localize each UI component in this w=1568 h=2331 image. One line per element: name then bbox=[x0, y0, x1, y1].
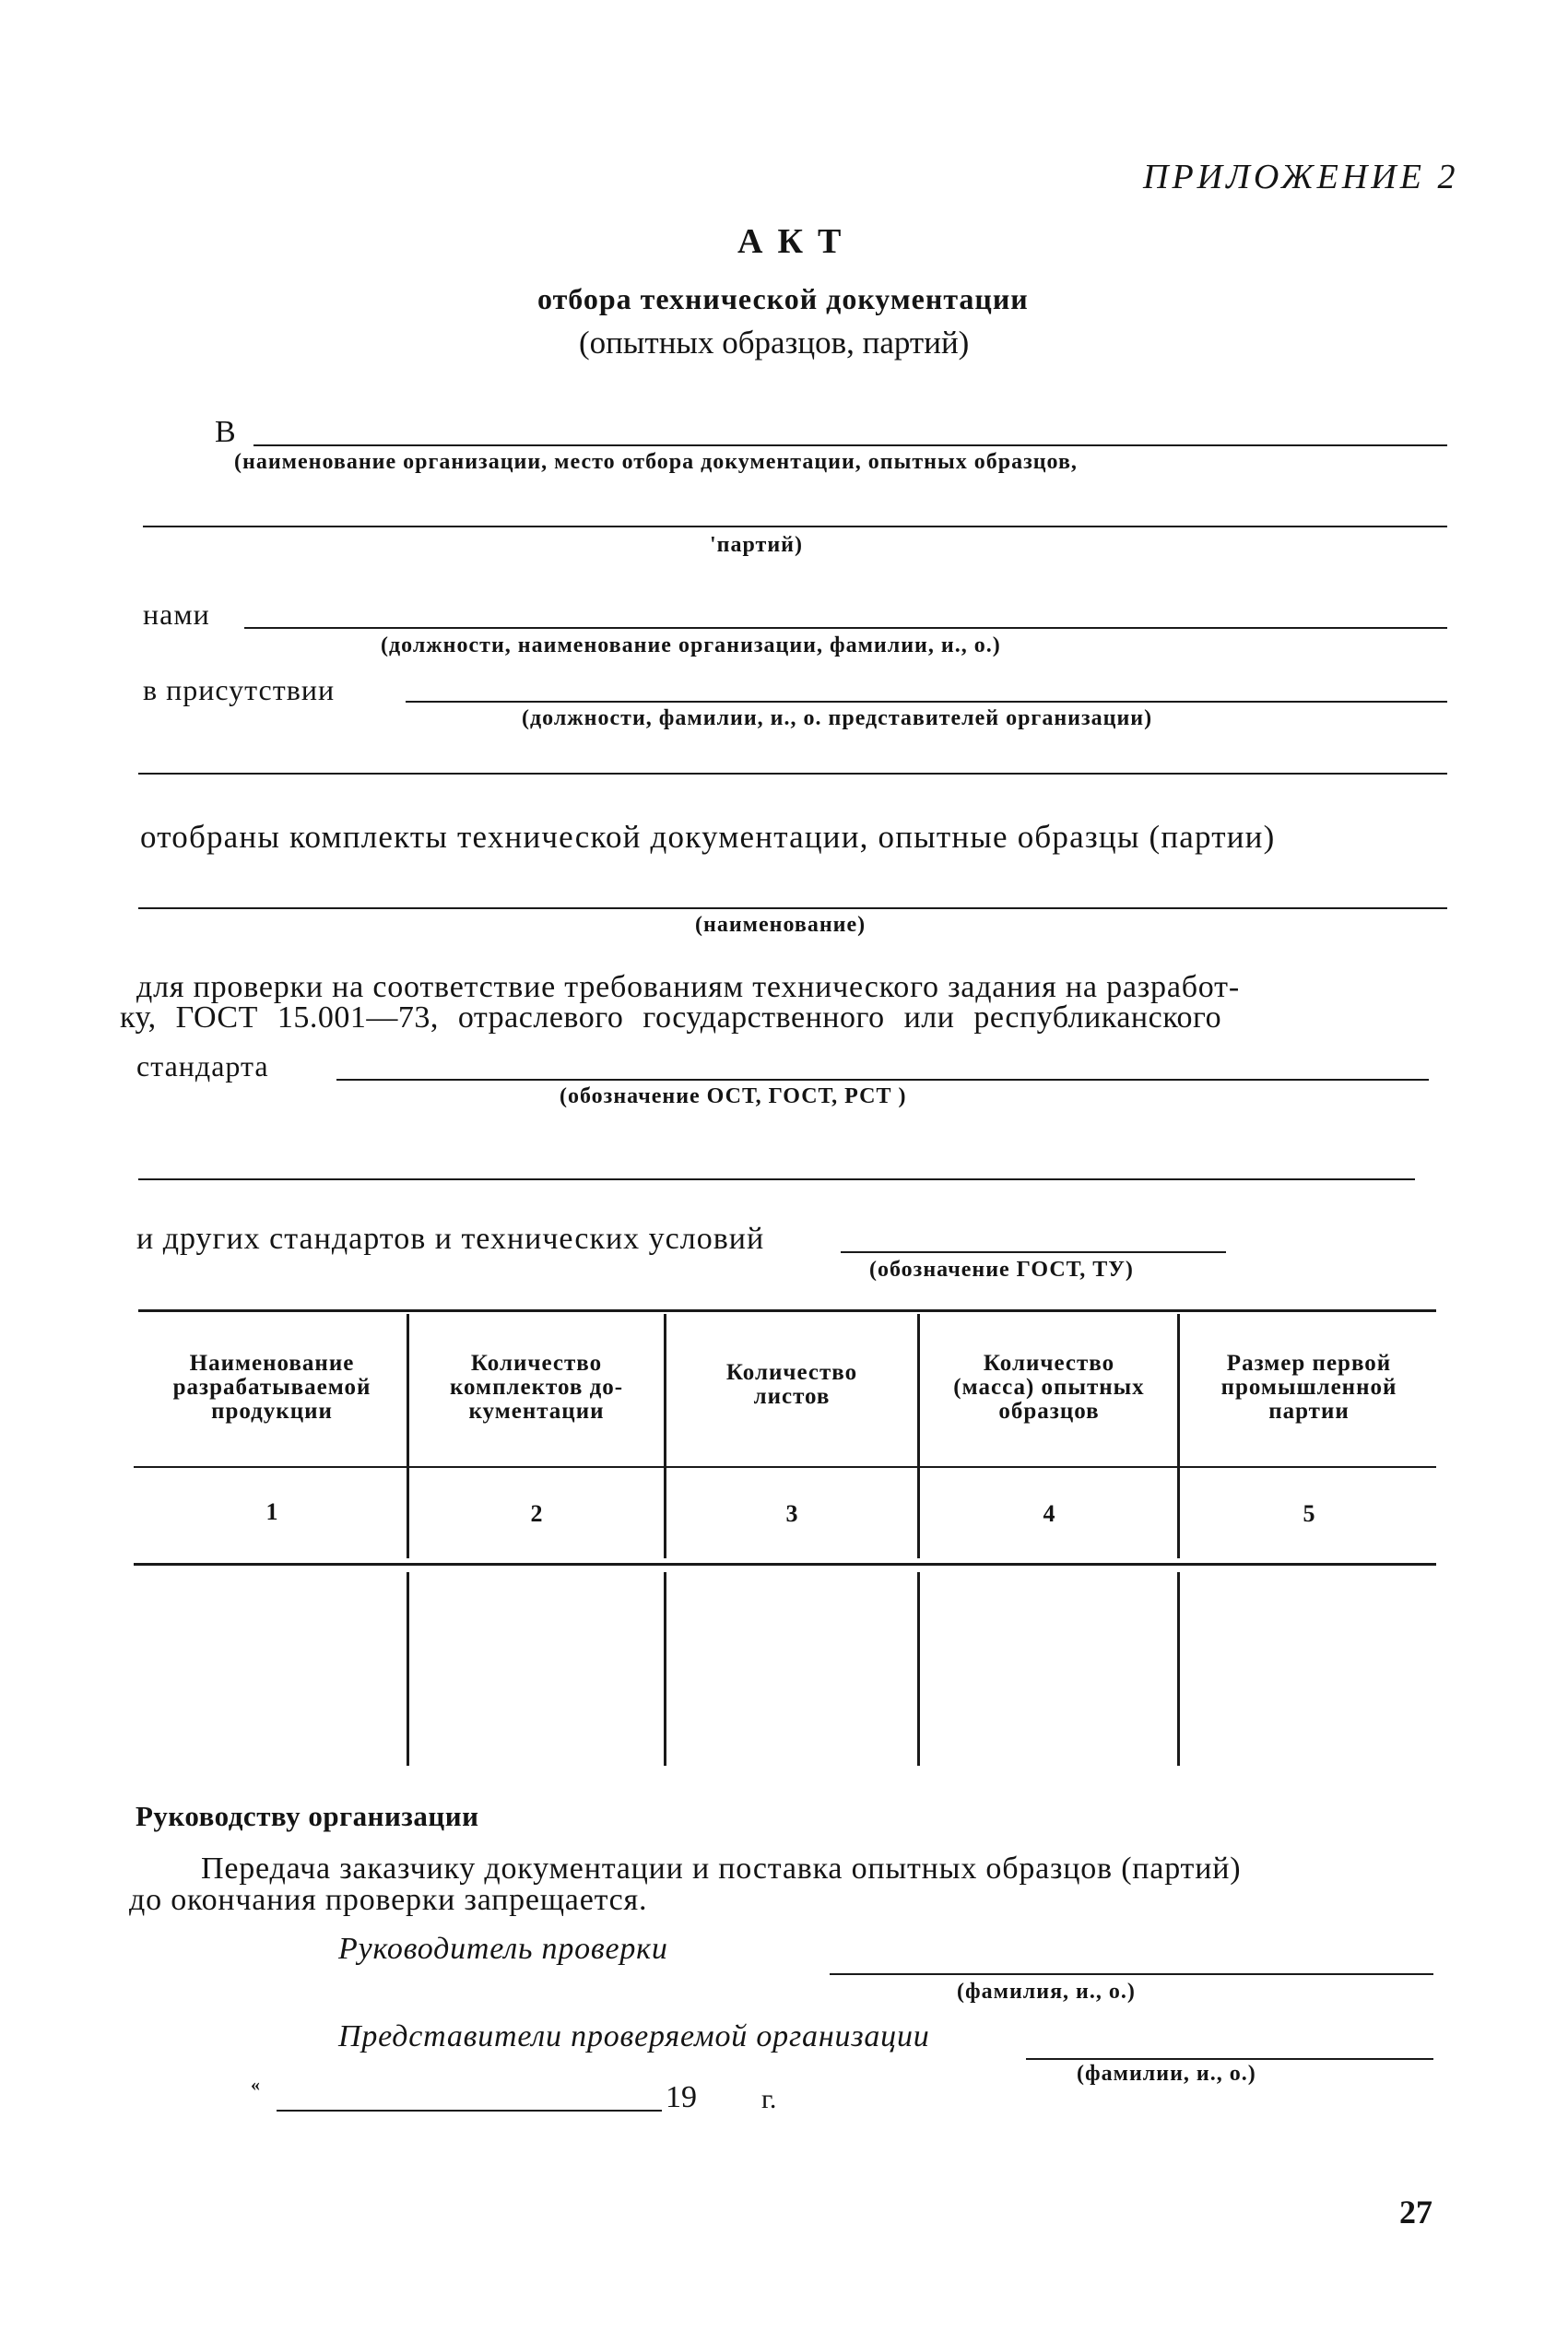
table-header-sheets: Количество листов bbox=[725, 1360, 858, 1409]
document-subtitle-sub: (опытных образцов, партий) bbox=[579, 325, 970, 361]
table-col-divider bbox=[1177, 1471, 1180, 1558]
table-col-divider bbox=[664, 1572, 666, 1766]
page-number: 27 bbox=[1399, 2194, 1432, 2230]
field-in-caption-cont: 'партий) bbox=[710, 533, 803, 557]
table-col-divider bbox=[1177, 1314, 1180, 1471]
table-header-doc-sets: Количество комплектов до- кументации bbox=[449, 1351, 624, 1424]
table-col-number: 3 bbox=[785, 1500, 798, 1527]
field-standard-line-2[interactable] bbox=[138, 1178, 1415, 1180]
table-col-number: 4 bbox=[1043, 1500, 1055, 1527]
representatives-caption: (фамилии, и., о.) bbox=[1077, 2062, 1256, 2086]
field-standard-caption: (обозначение ОСТ, ГОСТ, РСТ ) bbox=[560, 1084, 907, 1108]
date-line[interactable] bbox=[277, 2110, 662, 2112]
table-col-divider bbox=[407, 1572, 409, 1766]
management-heading: Руководству организации bbox=[136, 1800, 479, 1832]
field-presence-line-2[interactable] bbox=[138, 773, 1447, 775]
table-col-divider bbox=[917, 1471, 920, 1558]
field-standard-label: стандарта bbox=[136, 1049, 269, 1083]
field-in-label: В bbox=[215, 415, 237, 449]
table-top-rule bbox=[138, 1309, 1436, 1312]
table-col-number: 5 bbox=[1303, 1500, 1315, 1527]
selected-statement: отобраны комплекты технической документации, опытные образцы (партии) bbox=[140, 819, 1276, 855]
date-suffix: г. bbox=[761, 2084, 777, 2114]
table-header-batch-size: Размер первой промышленной партии bbox=[1220, 1351, 1397, 1424]
transfer-statement-line2: до окончания проверки запрещается. bbox=[129, 1883, 648, 1917]
transfer-statement-line1: Передача заказчику документации и поставка опытных образцов (партий) bbox=[201, 1852, 1242, 1886]
table-col-divider bbox=[1177, 1572, 1180, 1766]
table-header-product: Наименование разрабатываемой продукции bbox=[172, 1351, 371, 1424]
document-title: АКТ bbox=[737, 222, 856, 261]
field-standard-line[interactable] bbox=[336, 1079, 1429, 1081]
table-col-number: 1 bbox=[265, 1498, 278, 1525]
check-statement-line2: ку, ГОСТ 15.001—73, отраслевого государственного или республиканского bbox=[120, 1000, 1222, 1035]
field-presence-line[interactable] bbox=[406, 701, 1447, 703]
field-other-caption: (обозначение ГОСТ, ТУ) bbox=[869, 1258, 1134, 1282]
table-header-rule bbox=[134, 1466, 1436, 1468]
table-col-divider bbox=[917, 1314, 920, 1471]
document-subtitle: отбора технической документации bbox=[537, 282, 1029, 315]
table-header-samples: Количество (масса) опытных образцов bbox=[953, 1351, 1145, 1424]
field-in-line[interactable] bbox=[253, 444, 1447, 446]
field-presence-caption: (должности, фамилии, и., о. представителей организации) bbox=[522, 706, 1153, 730]
representatives-label: Представители проверяемой организации bbox=[338, 2019, 930, 2053]
table-col-number: 2 bbox=[530, 1500, 543, 1527]
field-name-caption: (наименование) bbox=[695, 913, 867, 937]
table-col-divider bbox=[407, 1314, 409, 1471]
field-name-line[interactable] bbox=[138, 907, 1447, 909]
head-of-check-caption: (фамилия, и., о.) bbox=[957, 1980, 1136, 2004]
field-by-us-line[interactable] bbox=[244, 627, 1447, 629]
date-year: 19 bbox=[666, 2080, 697, 2114]
date-open-quote: « bbox=[251, 2075, 260, 2095]
table-col-divider bbox=[917, 1572, 920, 1766]
field-in-caption: (наименование организации, место отбора документации, опытных образцов, bbox=[234, 450, 1078, 474]
field-presence-label: в присутствии bbox=[143, 673, 336, 706]
check-statement-line1: для проверки на соответствие требованиям технического задания на разработ- bbox=[136, 970, 1240, 1004]
field-in-line-2[interactable] bbox=[143, 526, 1447, 527]
field-by-us-caption: (должности, наименование организации, фамилии, и., о.) bbox=[381, 633, 1001, 657]
head-of-check-line[interactable] bbox=[830, 1973, 1433, 1975]
table-col-divider bbox=[407, 1471, 409, 1558]
table-col-divider bbox=[664, 1314, 666, 1471]
field-other-line[interactable] bbox=[841, 1251, 1226, 1253]
appendix-label: ПРИЛОЖЕНИЕ 2 bbox=[1143, 158, 1459, 196]
head-of-check-label: Руководитель проверки bbox=[338, 1932, 668, 1966]
table-number-rule bbox=[134, 1563, 1436, 1566]
table-col-divider bbox=[664, 1471, 666, 1558]
field-other-label: и других стандартов и технических условий bbox=[136, 1222, 765, 1256]
field-by-us-label: нами bbox=[143, 598, 210, 631]
representatives-line[interactable] bbox=[1026, 2058, 1433, 2060]
